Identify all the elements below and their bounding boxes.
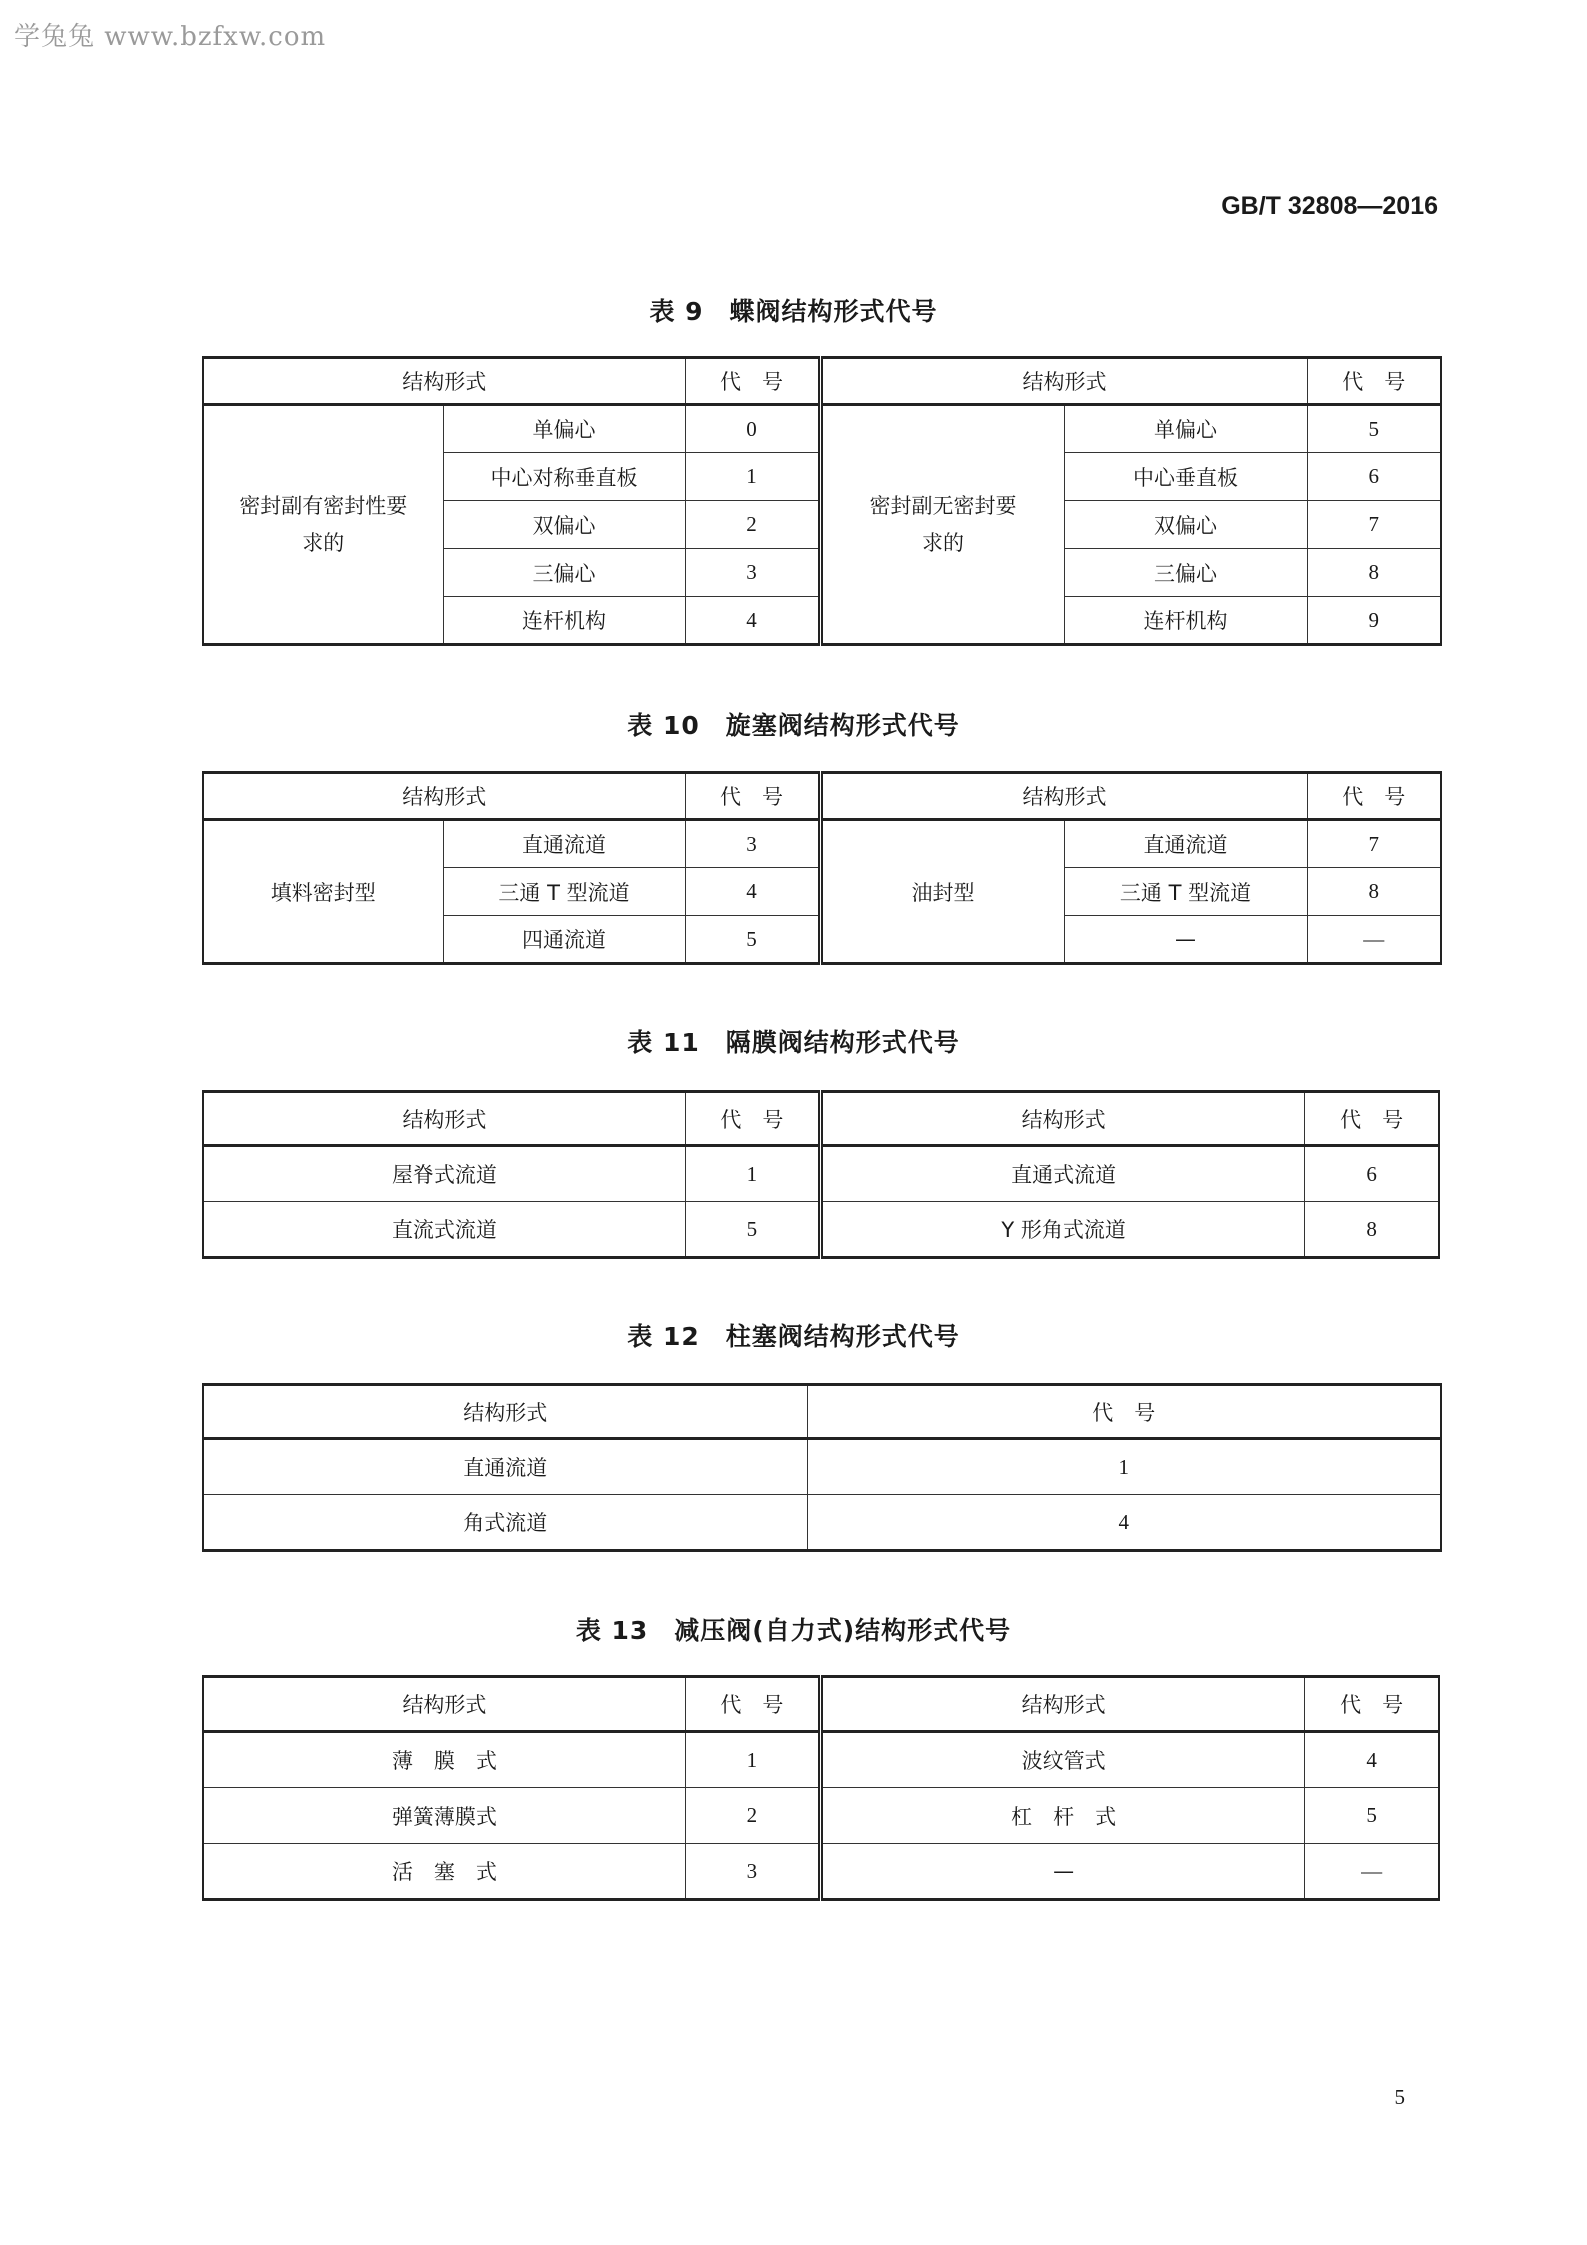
table-row [203,1202,1439,1258]
table13-left-form: 活 塞 式 [203,1844,685,1900]
table10-left-form: 四通流道 [443,916,685,964]
table-row [203,405,1441,453]
table13-right-code: 4 [1305,1732,1439,1788]
table10-header-form-left: 结构形式 [203,773,685,820]
table11-left-form: 直流式流道 [203,1202,685,1258]
table11 [202,1090,1440,1259]
table9-right-form: 单偏心 [1064,405,1307,453]
table-row [203,1146,1439,1202]
table13-left-code: 2 [685,1788,820,1844]
table13-right-code: — [1305,1844,1439,1900]
table10-left-code: 3 [685,820,820,868]
table13 [202,1675,1440,1901]
table9-right-form: 连杆机构 [1064,597,1307,645]
table12-form: 角式流道 [203,1495,807,1551]
table11-caption: 表 11 隔膜阀结构形式代号 [627,1028,960,1057]
table9-right-code: 6 [1307,453,1441,501]
table10-header-code-right: 代 号 [1307,773,1441,820]
table10-left-form: 直通流道 [443,820,685,868]
table11-header-code-left: 代 号 [685,1092,820,1146]
table10-header-code-left: 代 号 [685,773,820,820]
table9-left-form: 单偏心 [443,405,685,453]
table11-header-form-right: 结构形式 [820,1092,1304,1146]
table13-left-code: 3 [685,1844,820,1900]
table12-code: 1 [807,1439,1441,1495]
table11-left-form: 屋脊式流道 [203,1146,685,1202]
table13-right-form: 波纹管式 [820,1732,1304,1788]
table10-left-form: 三通 T 型流道 [443,868,685,916]
table13-left-form: 弹簧薄膜式 [203,1788,685,1844]
table13-header-code-left: 代 号 [685,1677,820,1732]
table-row [203,1495,1441,1551]
table9-right-form: 三偏心 [1064,549,1307,597]
table11-right-code: 6 [1305,1146,1439,1202]
table10-header-row [203,773,1441,820]
table11-header-form-left: 结构形式 [203,1092,685,1146]
table13-left-code: 1 [685,1732,820,1788]
page-number: 5 [1394,2085,1405,2109]
table13-left-form: 薄 膜 式 [203,1732,685,1788]
table9-right-code: 9 [1307,597,1441,645]
table10-left-group: 填料密封型 [203,820,443,964]
table9-left-code: 0 [685,405,820,453]
table11-left-code: 1 [685,1146,820,1202]
table9-header-form-right: 结构形式 [820,358,1307,405]
table10-caption: 表 10 旋塞阀结构形式代号 [627,711,960,740]
table9 [202,356,1442,646]
table13-header-row [203,1677,1439,1732]
table9-left-code: 1 [685,453,820,501]
table9-header-form-left: 结构形式 [203,358,685,405]
table13-caption: 表 13 减压阀(自力式)结构形式代号 [575,1616,1012,1645]
table12-header-code: 代 号 [807,1385,1441,1439]
table9-left-form: 双偏心 [443,501,685,549]
table12-code: 4 [807,1495,1441,1551]
table11-right-form: Y 形角式流道 [820,1202,1304,1258]
table9-left-code: 3 [685,549,820,597]
table11-header-code-right: 代 号 [1305,1092,1439,1146]
table10 [202,771,1442,965]
table9-left-code: 2 [685,501,820,549]
table9-left-form: 三偏心 [443,549,685,597]
table10-right-form: 直通流道 [1064,820,1307,868]
table11-right-code: 8 [1305,1202,1439,1258]
table9-header-row [203,358,1441,405]
table11-left-code: 5 [685,1202,820,1258]
table13-header-form-left: 结构形式 [203,1677,685,1732]
table-row [203,1788,1439,1844]
table12-form: 直通流道 [203,1439,807,1495]
table9-right-form: 中心垂直板 [1064,453,1307,501]
table9-left-form: 连杆机构 [443,597,685,645]
table9-left-group: 密封副有密封性要求的 [203,405,443,645]
table9-caption: 表 9 蝶阀结构形式代号 [649,297,938,326]
table9-header-code-right: 代 号 [1307,358,1441,405]
table13-header-code-right: 代 号 [1305,1677,1439,1732]
table10-right-group: 油封型 [820,820,1064,964]
table10-right-code: — [1307,916,1441,964]
table9-right-code: 5 [1307,405,1441,453]
table9-right-code: 7 [1307,501,1441,549]
table13-header-form-right: 结构形式 [820,1677,1304,1732]
table11-right-form: 直通式流道 [820,1146,1304,1202]
table9-header-code-left: 代 号 [685,358,820,405]
table10-left-code: 5 [685,916,820,964]
table13-right-form: — [820,1844,1304,1900]
table9-right-code: 8 [1307,549,1441,597]
table12 [202,1383,1442,1552]
table10-right-code: 7 [1307,820,1441,868]
table12-caption: 表 12 柱塞阀结构形式代号 [627,1322,960,1351]
table10-right-code: 8 [1307,868,1441,916]
watermark: 学兔兔 www.bzfxw.com [14,22,327,52]
table12-header-form: 结构形式 [203,1385,807,1439]
table-row [203,820,1441,868]
table10-right-form: 三通 T 型流道 [1064,868,1307,916]
table9-right-form: 双偏心 [1064,501,1307,549]
table-row [203,1844,1439,1900]
table13-right-code: 5 [1305,1788,1439,1844]
table10-left-code: 4 [685,868,820,916]
table10-right-form: — [1064,916,1307,964]
table12-header-row [203,1385,1441,1439]
table-row [203,1732,1439,1788]
table11-header-row [203,1092,1439,1146]
table9-left-code: 4 [685,597,820,645]
table10-header-form-right: 结构形式 [820,773,1307,820]
standard-code: GB/T 32808—2016 [1221,192,1438,220]
table9-right-group: 密封副无密封要求的 [820,405,1064,645]
table13-right-form: 杠 杆 式 [820,1788,1304,1844]
table-row [203,1439,1441,1495]
table9-left-form: 中心对称垂直板 [443,453,685,501]
